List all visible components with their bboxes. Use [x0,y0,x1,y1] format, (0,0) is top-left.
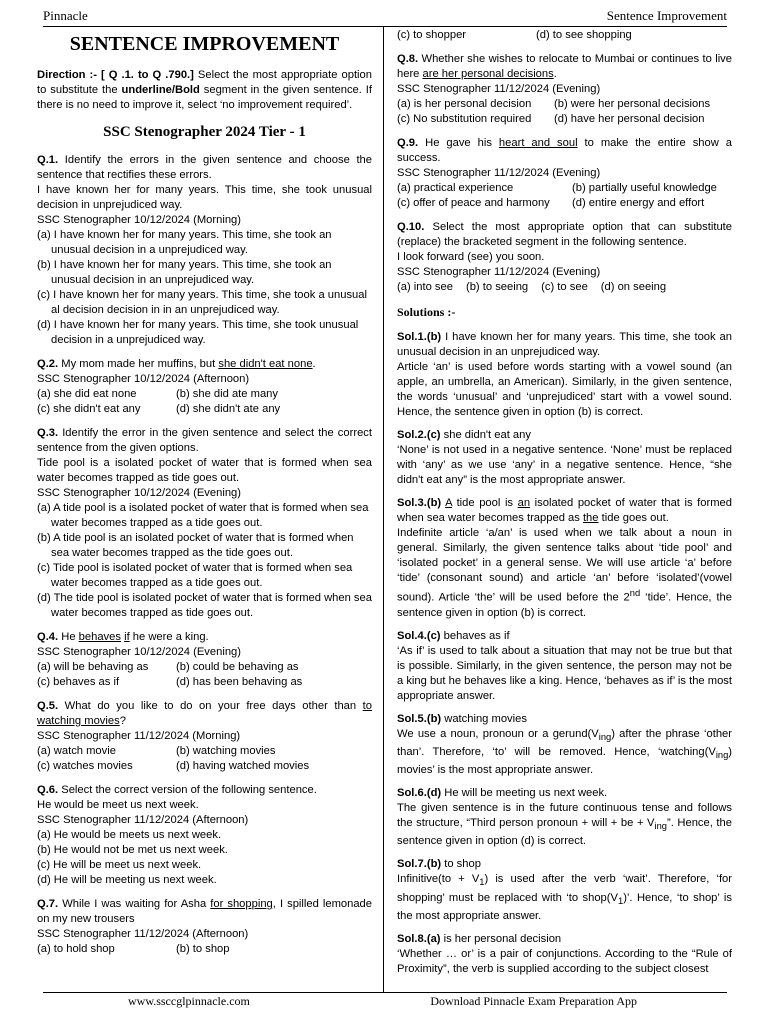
solution-4: Sol.4.(c) behaves as if ‘As if’ is used to talk about a situation that may not be true but that is possible. Similarly, in the given sentence, the person may not be a king but he behaves like a king. Hence, ‘behaves as if’ is the most appropriate answer. [397,629,732,702]
option-d: (d) she didn't ate any [176,403,281,415]
page-title: SENTENCE IMPROVEMENT [69,33,340,55]
option-c: (c) she didn't eat any [37,403,141,415]
solution-7: Sol.7.(b) to shop Infinitive(to + $V_1$) is used after the verb ‘wait’. Therefore, ‘for shopping’ must be replaced with ‘to $shop(V_1)$’. Hence, ‘to shop’ is the most appropriate answer. [397,858,732,922]
option-b: (b) were her personal decisions [554,98,711,110]
question-2: Q.2. My mom made her muffins, but she didn't eat none. SSC Stenographer 10/12/2024 (Afternoon) (a) she did eat none (b) she did ate many (c) she didn't eat any (d) she didn't ate any [37,358,316,415]
solution-1: Sol.1.(b) I have known her for many years. This time, she took an unusual decision in an unprejudiced way. Article ‘an’ is used before words starting with a vowel sound (an apple, an umbrella, an American). Similarly, in the given sentence, the words ‘unusual’ and ‘unprejudiced’ start with a vowel sound. Hence, the sentence given in option (b) is correct. [397,331,732,418]
option-c: (c) watches movies [37,760,133,772]
option-b: (b) to shop [176,943,230,955]
header-brand: Pinnacle [43,8,88,23]
option-a: (a) into see [397,281,453,293]
option-b: (b) I have known her for many years. This time, she took an unusual decision in an unprejudiced way. [37,259,332,286]
column-divider [383,27,384,993]
solution-5: Sol.5.(b) watching movies We use a noun, pronoun or a $gerund(V_{ing})$ after the phrase ‘other than’. Therefore, ‘to’ will be removed. Hence, ‘$watching(V_{ing})$ movies’ is the most appropriate answer. [397,712,733,777]
question-3: Q.3. Identify the error in the given sentence and select the correct sentence from the given options. Tide pool is a isolated pocket of water that is formed when sea water becomes trapped as tide goes out. SSC Stenographer 10/12/2024 (Evening) (a) A tide pool is a isolated pocket of water that is formed when sea water becomes trapped as a tide goes out. (b) A tide pool is an isolated pocket of water that is formed when sea water becomes trapped as the tide goes out. (c) Tide pool is isolated pocket of water that is formed when sea water becomes trapped as a tide goes out. (d) The tide pool is isolated pocket of water that is formed when sea water becomes trapped as tide goes out. [37,427,372,619]
question-5: Q.5. What do you like to do on your free days other than to watching movies? SSC Stenographer 11/12/2024 (Morning) (a) watch movie (b) watching movies (c) watches movies (d) having watched movies [37,700,372,772]
question-10: Q.10. Select the most appropriate option that can substitute (replace) the bracketed segment in the following sentence. I look forward (see) you soon. SSC Stenographer 11/12/2024 (Evening) (a) into see (b) to seeing (c) to see (d) on seeing [397,221,732,293]
option-d: (d) entire energy and effort [572,197,705,209]
option-d: (d) has been behaving as [176,676,303,688]
option-d: (d) to see shopping [536,29,632,41]
option-b: (b) to seeing [465,281,529,293]
option-d: (d) He will be meeting us next week. [37,874,217,886]
option-b: (b) she did ate many [176,388,278,400]
option-a: (a) practical experience [397,182,514,194]
option-a: (a) is her personal decision [397,98,532,110]
option-a: (a) He would be meets us next week. [37,829,222,841]
header-chapter: Sentence Improvement [606,8,727,23]
option-b: (b) could be behaving as [176,661,299,673]
option-c: (c) No substitution required [397,113,532,125]
question-8: Q.8. Whether she wishes to relocate to Mumbai or continues to live here are her personal decisions. SSC Stenographer 11/12/2024 (Evening) (a) is her personal decision (b) were her personal decisions (c) No substitution required (d) have her personal decision [397,53,732,125]
question-1: Q.1. Identify the errors in the given sentence and choose the sentence that rectifies these errors. I have known her for many years. This time, she took unusual decision in unprejudiced way. SSC Stenographer 10/12/2024 (Morning) (a) I have known her for many years. This time, she took an unusual decision in a unprejudiced way. (b) I have known her for many years. This time, she took an unusual decision in an unprejudiced way. (c) I have known her for many years. This time, she took a unusual al decision decision in in an unprejudiced way. (d) I have known her for many years. This time, she took unusual decision in a unprejudiced way. [37,154,372,346]
option-d: (d) The tide pool is isolated pocket of water that is formed when sea water becomes trapped as tide goes out. [37,592,372,619]
page-header [43,6,727,27]
question-7: Q.7. While I was waiting for Asha for shopping, I spilled lemonade on my new trousers SSC Stenographer 11/12/2024 (Afternoon) (a) to hold shop (b) to shop [37,898,373,955]
option-c: (c) behaves as if [37,676,120,688]
option-a: (a) to hold shop [37,943,115,955]
footer-website: www.ssccglpinnacle.com [128,994,250,1008]
solution-3: Sol.3.(b) A tide pool is an isolated pocket of water that is formed when sea water becomes trapped as the tide goes out. Indefinite article ‘a/an’ is used when we talk about a noun in general. Similarly, the given sentence talks about ‘tide pool’ and ‘isolated pocket’ in a general sense. We will use article ‘a’ before ‘tide’ (consonant sound) and article ‘an’ before ‘isolated’(vowel sound). Article ‘the’ will be used before the 2nd ‘tide’. Hence, the sentence given in option (b) is correct. [397,497,732,619]
option-c: (c) offer of peace and harmony [397,197,550,209]
option-c: (c) He will be meet us next week. [37,859,202,871]
question-7-continued [397,28,732,43]
solutions-heading: Solutions :- [397,305,456,319]
option-a: (a) A tide pool is a isolated pocket of water that is formed when sea water becomes trapped as a tide goes out. [37,502,369,529]
option-d: (d) I have known her for many years. This time, she took unusual decision in a unprejudiced way. [37,319,359,346]
section-heading: SSC Stenographer 2024 Tier - 1 [103,124,306,140]
option-c: (c) to shopper [397,29,467,41]
option-a: (a) watch movie [37,745,116,757]
footer-app-promo: Download Pinnacle Exam Preparation App [430,994,637,1008]
direction-text: Direction :- [ Q .1. to Q .790.] Select the most appropriate option to substitute the underline/Bold segment in the given sentence. If there is no need to improve it, select ‘no improvement required’. [37,69,373,111]
option-b: (b) He would not be met us next week. [37,844,228,856]
question-9: Q.9. He gave his heart and soul to make the entire show a success. SSC Stenographer 11/12/2024 (Evening) (a) practical experience (b) partially useful knowledge (c) offer of peace and harmony (d) entire energy and effort [397,137,733,209]
option-a: (a) I have known her for many years. This time, she took an unusual decision in a unprejudiced way. [37,229,332,256]
option-c: (c) Tide pool is isolated pocket of water that is formed when sea water becomes trapped as a tide goes out. [37,562,353,589]
solution-6: Sol.6.(d) He will be meeting us next week. The given sentence is in the future continuous tense and follows the structure, “Third person pronoun + will + be + $V_{ing}$”. Hence, the sentence given in option (d) is correct. [397,787,732,848]
option-a: (a) she did eat none [37,388,137,400]
option-a: (a) will be behaving as [37,661,149,673]
option-b: (b) partially useful knowledge [572,182,717,194]
solution-8: Sol.8.(a) is her personal decision ‘Whether … or’ is a pair of conjunctions. According to the “Rule of Proximity”, the verb is supplied according to the subject closest [397,932,732,975]
option-b: (b) watching movies [176,745,276,757]
left-column [37,28,372,966]
question-4: Q.4. He behaves if he were a king. SSC Stenographer 10/12/2024 (Evening) (a) will be behaving as (b) could be behaving as (c) behaves as if (d) has been behaving as [37,631,303,688]
question-6: Q.6. Select the correct version of the following sentence. He would be meet us next week. SSC Stenographer 11/12/2024 (Afternoon) (a) He would be meets us next week. (b) He would not be met us next week. (c) He will be meet us next week. (d) He will be meeting us next week. [37,783,372,888]
option-d: (d) have her personal decision [554,113,705,125]
option-d: (d) on seeing [600,281,667,293]
option-d: (d) having watched movies [176,760,310,772]
option-c: (c) I have known her for many years. This time, she took a unusual al decision decision in in an unprejudiced way. [37,289,367,316]
right-column [397,28,732,985]
option-b: (b) A tide pool is an isolated pocket of water that is formed when sea water becomes trapped as the tide goes out. [37,532,354,559]
page-footer [43,992,727,1011]
option-c: (c) to see [541,281,588,293]
solution-2: Sol.2.(c) she didn't eat any ‘None’ is not used in a negative sentence. ‘None’ must be replaced with ‘any’ as we use ‘any’ in a negative sentence. Hence, “she didn't eat any” is the most appropriate answer. [397,429,732,486]
